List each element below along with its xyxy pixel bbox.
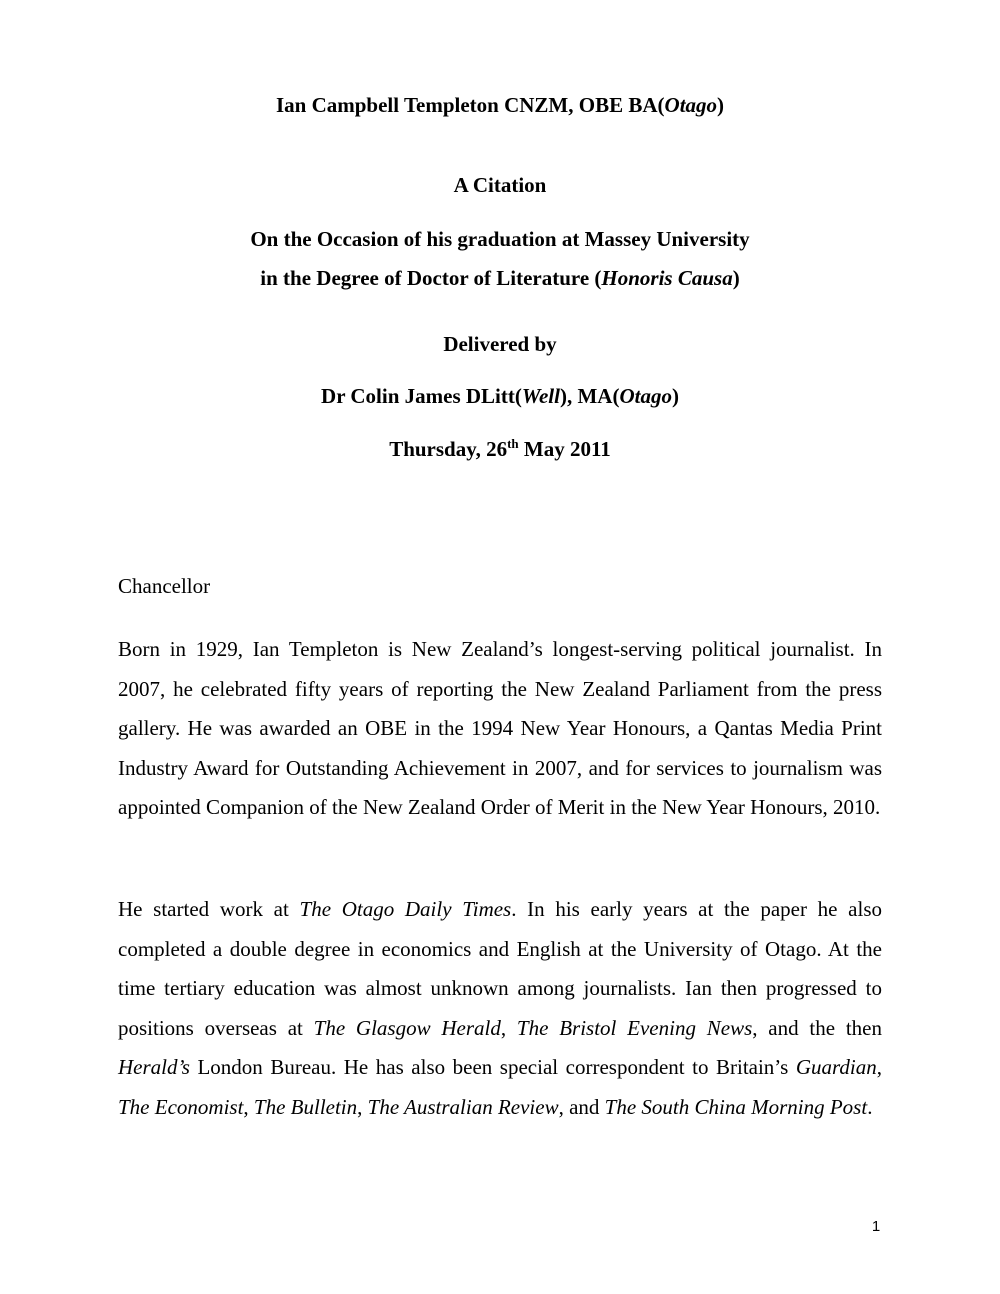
speaker-italic-well: Well — [521, 384, 560, 408]
p2-italic-herald: Herald’s — [118, 1055, 190, 1079]
p2-italic-glasgow-herald: The Glasgow Herald — [313, 1015, 501, 1040]
speaker-mid: ), MA( — [559, 384, 620, 408]
paragraph-2 — [118, 890, 882, 1127]
salutation: Chancellor — [118, 574, 211, 598]
citation-heading: A Citation — [453, 173, 547, 197]
p2-italic-bulletin: The Bulletin — [253, 1094, 358, 1119]
title-italic-otago: Otago — [664, 93, 718, 117]
p2-italic-guardian: Guardian — [795, 1055, 877, 1079]
p2-text: , and the then — [752, 1015, 882, 1040]
p2-text: . — [867, 1094, 873, 1119]
document-title — [0, 92, 1000, 118]
delivered-by: Delivered by — [443, 332, 557, 356]
title-close-paren: ) — [717, 93, 725, 117]
speaker-close: ) — [671, 384, 679, 408]
occasion-line-2-close: ) — [732, 266, 740, 290]
speaker-italic-otago: Otago — [619, 384, 672, 408]
title-text: Ian Campbell Templeton CNZM, OBE BA( — [275, 93, 665, 117]
paragraph-1: Born in 1929, Ian Templeton is New Zealand’s longest-serving political journalist. In 2007, he celebrated fifty years of reporting the New Zealand Parliament from the press gallery. He was awarded an OBE in the 1994 New Year Honours, a Qantas Media Print Industry Award for Outstanding Achievement in 2007, and for services to journalism was appointed Companion of the New Zealand Order of Merit in the New Year Honours, 2010. — [118, 637, 882, 819]
p2-text: London Bureau. He has also been special correspondent to Britain’s — [189, 1055, 796, 1079]
date-line — [0, 436, 1000, 462]
p2-text: , — [876, 1055, 882, 1079]
page-number: 1 — [871, 1218, 881, 1235]
p2-text: , and — [558, 1094, 605, 1119]
speaker-line — [0, 383, 1000, 409]
date-month-year: May 2011 — [518, 437, 611, 461]
p2-italic-south-china-morning-post: The South China Morning Post — [604, 1094, 868, 1119]
p2-italic-economist: The Economist — [118, 1094, 244, 1119]
p2-text: , — [243, 1094, 254, 1119]
p2-italic-australian-review: The Australian Review — [367, 1094, 559, 1119]
p2-text: , — [357, 1094, 368, 1119]
date-text: Thursday, 26 — [389, 437, 508, 461]
occasion-line-2-text: in the Degree of Doctor of Literature ( — [260, 266, 602, 290]
p2-italic-otago-daily-times: The Otago Daily Times — [299, 897, 512, 921]
occasion-line-1: On the Occasion of his graduation at Massey University — [250, 227, 750, 251]
honoris-causa-italic: Honoris Causa — [601, 266, 733, 290]
p2-text: He started work at — [118, 897, 300, 921]
date-ordinal: th — [507, 436, 519, 451]
p2-text: . In his early years at the paper he also completed a double degree in economics and English at the University of Otago. At the time tertiary education was almost unknown among journalists. Ian then progressed to positions overseas at — [118, 897, 882, 1040]
p2-text: , — [500, 1015, 517, 1040]
speaker-name: Dr Colin James DLitt( — [321, 384, 522, 408]
occasion-line-2 — [0, 265, 1000, 291]
p2-italic-bristol-evening-news: The Bristol Evening News — [516, 1015, 753, 1040]
